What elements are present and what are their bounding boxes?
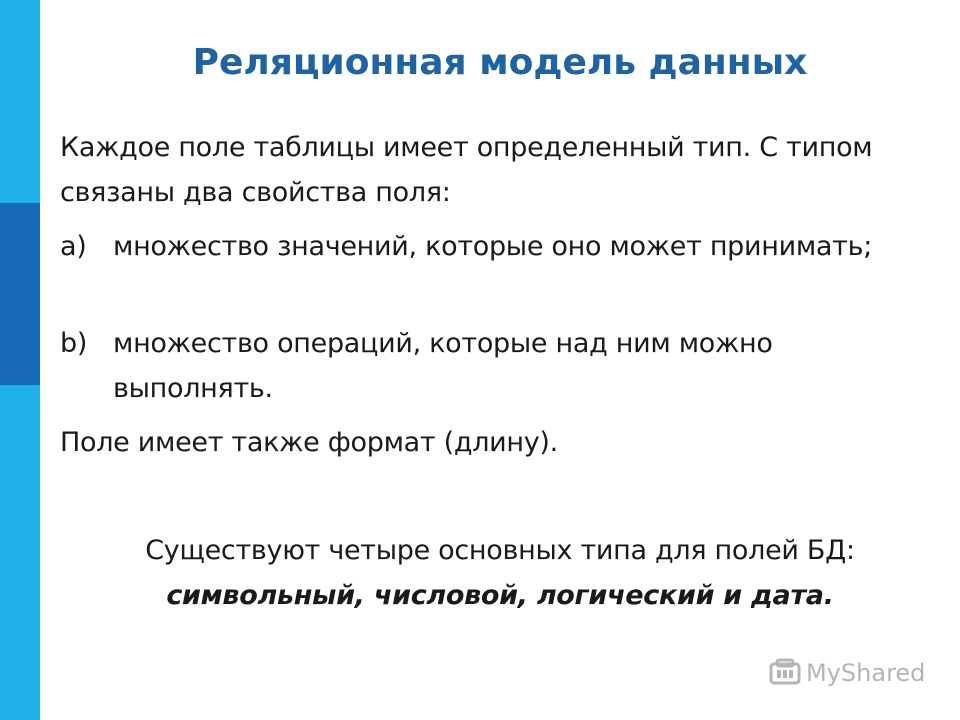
myshared-watermark [768,656,925,690]
list-marker: b) [60,328,88,359]
paragraph-field-format: Поле имеет также формат (длину). [60,427,558,458]
paragraph-field-types: Каждое поле таблицы имеет определенный тип. С типом связаны два свойства поля: [60,132,873,208]
watermark-label: MyShared [806,659,926,687]
side-accent-bar [0,0,40,720]
summary-types: символьный, числовой, логический и дата. [166,580,834,611]
myshared-logo-icon [768,658,802,688]
slide-title: Реляционная модель данных [192,42,808,83]
list-marker: a) [60,231,87,262]
summary-block [40,528,960,618]
list-item-text: множество операций, которые над ним можно выполнять. [113,328,773,404]
summary-intro: Существуют четыре основных типа для полей БД: [145,535,855,566]
list-item-text: множество значений, которые оно может принимать; [113,231,873,262]
side-accent-dark-block [0,203,40,385]
